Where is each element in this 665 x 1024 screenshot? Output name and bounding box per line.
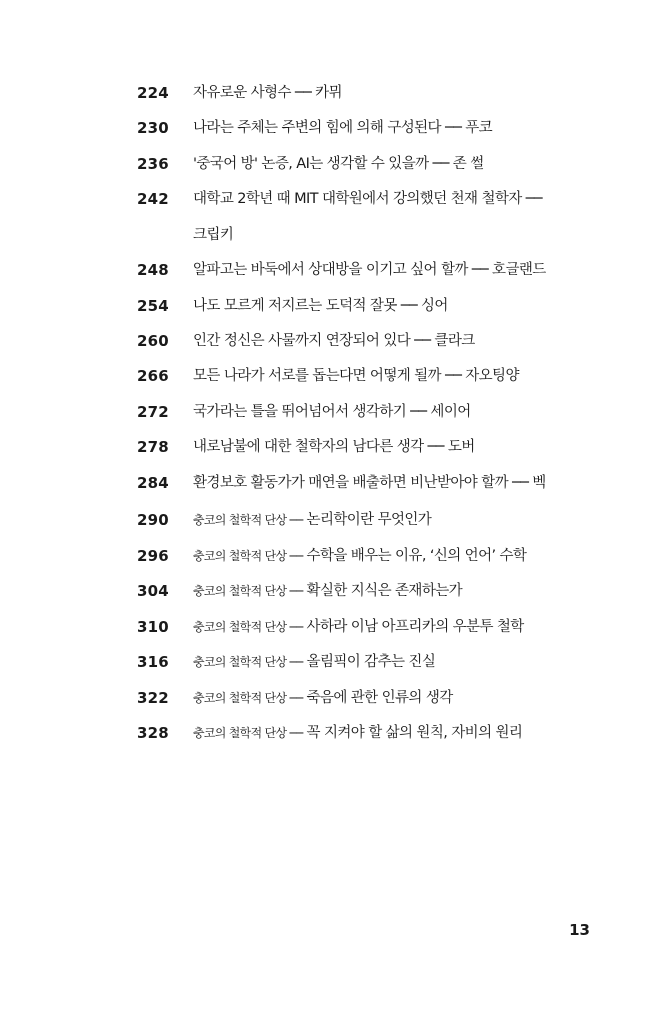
toc-title-group [193, 680, 593, 716]
toc-title: 사하라 이남 아프리카의 우분투 철학 [306, 619, 524, 635]
toc-entry [0, 110, 665, 146]
toc-entry [0, 644, 665, 680]
toc-page-number: 290 [137, 511, 169, 529]
toc-entry [0, 465, 665, 501]
toc-entry [0, 715, 665, 751]
toc-entry [0, 394, 665, 430]
toc-entry [0, 429, 665, 465]
toc-page-number: 328 [137, 724, 169, 742]
page-number: 13 [569, 921, 590, 939]
toc-page-number: 284 [137, 474, 169, 492]
toc-title: 꼭 지켜야 할 삶의 원칙, 자비의 원리 [306, 725, 523, 741]
toc-page-number: 304 [137, 582, 169, 600]
toc-page-number: 260 [137, 332, 169, 350]
toc-page-number: 242 [137, 190, 169, 208]
toc-entry [0, 181, 665, 217]
toc-entry [0, 252, 665, 288]
toc-series-label: 충코의 철학적 단상 ── [193, 549, 303, 563]
toc-entry-continuation [0, 217, 665, 253]
toc-series-label: 충코의 철학적 단상 ── [193, 655, 303, 669]
toc-title: 나라는 주체는 주변의 힘에 의해 구성된다 ── 푸코 [193, 120, 493, 136]
toc-title: 대학교 2학년 때 MIT 대학원에서 강의했던 천재 철학자 ── [193, 191, 542, 207]
toc-title-group [193, 715, 593, 751]
toc-title: 확실한 지식은 존재하는가 [306, 583, 463, 599]
toc-title: 내로남불에 대한 철학자의 남다른 생각 ── 도버 [193, 439, 475, 455]
toc-title-group [193, 538, 593, 574]
toc-page-number: 322 [137, 689, 169, 707]
toc-title-group [193, 644, 593, 680]
toc-title: 죽음에 관한 인류의 생각 [306, 690, 453, 706]
toc-entry [0, 75, 665, 111]
toc-title: 환경보호 활동가가 매연을 배출하면 비난받아야 할까 ── 벡 [193, 475, 546, 491]
toc-page-number: 266 [137, 367, 169, 385]
toc-title: '중국어 방' 논증, AI는 생각할 수 있을까 ── 존 썰 [193, 156, 484, 172]
toc-title: 자유로운 사형수 ── 카뮈 [193, 85, 342, 101]
toc-title: 수학을 배우는 이유, ‘신의 언어’ 수학 [306, 548, 527, 564]
toc-series-label: 충코의 철학적 단상 ── [193, 584, 303, 598]
toc-title: 국가라는 틀을 뛰어넘어서 생각하기 ── 세이어 [193, 404, 471, 420]
toc-entry [0, 609, 665, 645]
toc-entry [0, 323, 665, 359]
toc-entry [0, 358, 665, 394]
toc-series-label: 충코의 철학적 단상 ── [193, 620, 303, 634]
toc-entry [0, 680, 665, 716]
toc-title: 나도 모르게 저지르는 도덕적 잘못 ── 싱어 [193, 298, 448, 314]
toc-page-number: 316 [137, 653, 169, 671]
toc-page-number: 278 [137, 438, 169, 456]
toc-page-number: 310 [137, 618, 169, 636]
toc-entry [0, 502, 665, 538]
toc-page-number: 236 [137, 155, 169, 173]
toc-page-number: 254 [137, 297, 169, 315]
toc-series-label: 충코의 철학적 단상 ── [193, 726, 303, 740]
toc-page-number: 296 [137, 547, 169, 565]
toc-entry [0, 538, 665, 574]
toc-title-group [193, 573, 593, 609]
toc-entry [0, 146, 665, 182]
toc-title: 올림픽이 감추는 진실 [306, 654, 436, 670]
toc-title: 인간 정신은 사물까지 연장되어 있다 ── 클라크 [193, 333, 475, 349]
toc-title: 논리학이란 무엇인가 [306, 512, 432, 528]
toc-page-number: 224 [137, 84, 169, 102]
toc-page-number: 230 [137, 119, 169, 137]
toc-title: 알파고는 바둑에서 상대방을 이기고 싶어 할까 ── 호글랜드 [193, 262, 546, 278]
toc-entry [0, 573, 665, 609]
toc-title: 크립키 [193, 227, 234, 243]
toc-entry [0, 288, 665, 324]
toc-title-group [193, 609, 593, 645]
toc-title-group [193, 502, 593, 538]
toc-series-label: 충코의 철학적 단상 ── [193, 513, 303, 527]
toc-title: 모든 나라가 서로를 돕는다면 어떻게 될까 ── 자오팅양 [193, 368, 519, 384]
toc-page-number: 272 [137, 403, 169, 421]
toc-series-label: 충코의 철학적 단상 ── [193, 691, 303, 705]
toc-page-number: 248 [137, 261, 169, 279]
